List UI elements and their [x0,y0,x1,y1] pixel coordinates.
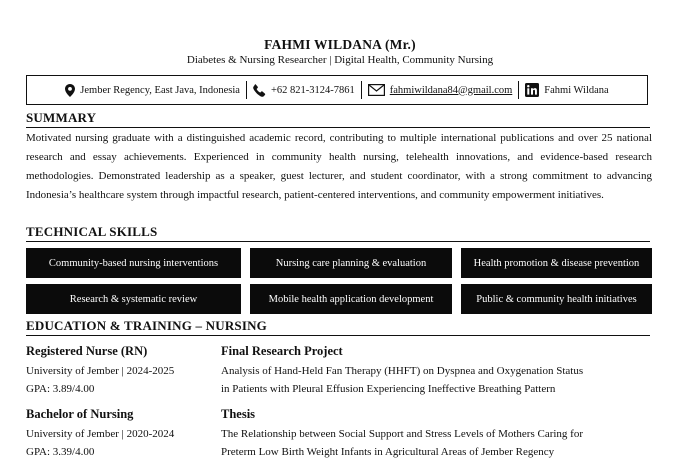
project-title: Thesis [221,407,256,421]
summary-text: Motivated nursing graduate with a distinguished academic record, contributing to multiple international publications and over 25 national research and essay achievements. Experienced in community health nursing, telehealth innovations, and evidence-based research methodologies. Demonstrated leadership as a speaker, guest lecturer, and student coordinator, with a strong commitment to advancing Indonesia’s healthcare system through impactful research, patient-centered interventions, and community empowerment initiatives. [26,132,652,201]
contact-phone [247,84,361,97]
school-info: University of Jember | 2024-2025 [26,365,175,377]
resume-name: FAHMI WILDANA (Mr.) [264,37,416,52]
phone-icon [253,84,266,97]
skills-heading: TECHNICAL SKILLS [26,224,650,242]
contact-location [59,84,246,97]
research-entry [221,407,661,461]
skill-badge: Mobile health application development [250,284,452,314]
school-info: University of Jember | 2020-2024 [26,428,175,440]
project-description-line: The Relationship between Social Support and Stress Levels of Mothers Caring for [221,428,584,440]
phone-text: +62 821-3124-7861 [270,84,355,96]
map-pin-icon [65,84,75,97]
project-description-line: Preterm Low Birth Weight Infants in Agricultural Areas of Jember Regency [221,446,555,458]
skill-badge: Community-based nursing interventions [26,248,241,278]
skill-badge: Public & community health initiatives [461,284,652,314]
skill-badge: Health promotion & disease prevention [461,248,652,278]
project-description-line: Analysis of Hand-Held Fan Therapy (HHFT) on Dyspnea and Oxygenation Status [221,365,584,377]
location-text: Jember Regency, East Java, Indonesia [80,84,240,96]
research-entry [221,344,661,398]
skill-badge: Research & systematic review [26,284,241,314]
education-entry [26,344,216,398]
contact-linkedin[interactable] [519,83,614,97]
gpa: GPA: 3.89/4.00 [26,383,95,395]
resume-subtitle: Diabetes & Nursing Researcher | Digital Health, Community Nursing [186,54,494,66]
skill-badge: Nursing care planning & evaluation [250,248,452,278]
project-description-line: in Patients with Pleural Effusion Experiencing Ineffective Breathing Pattern [221,383,556,395]
summary-heading: SUMMARY [26,110,650,128]
degree-title: Bachelor of Nursing [26,407,134,421]
degree-title: Registered Nurse (RN) [26,344,148,358]
gpa: GPA: 3.39/4.00 [26,446,95,458]
email-link[interactable]: fahmiwildana84@gmail.com [389,84,513,96]
linkedin-text[interactable]: Fahmi Wildana [544,84,609,96]
project-title: Final Research Project [221,344,343,358]
linkedin-icon [525,83,539,97]
education-heading: EDUCATION & TRAINING – NURSING [26,318,650,336]
contact-email[interactable] [362,84,519,96]
contact-bar [26,75,648,105]
envelope-icon [368,84,385,96]
education-entry [26,407,216,461]
